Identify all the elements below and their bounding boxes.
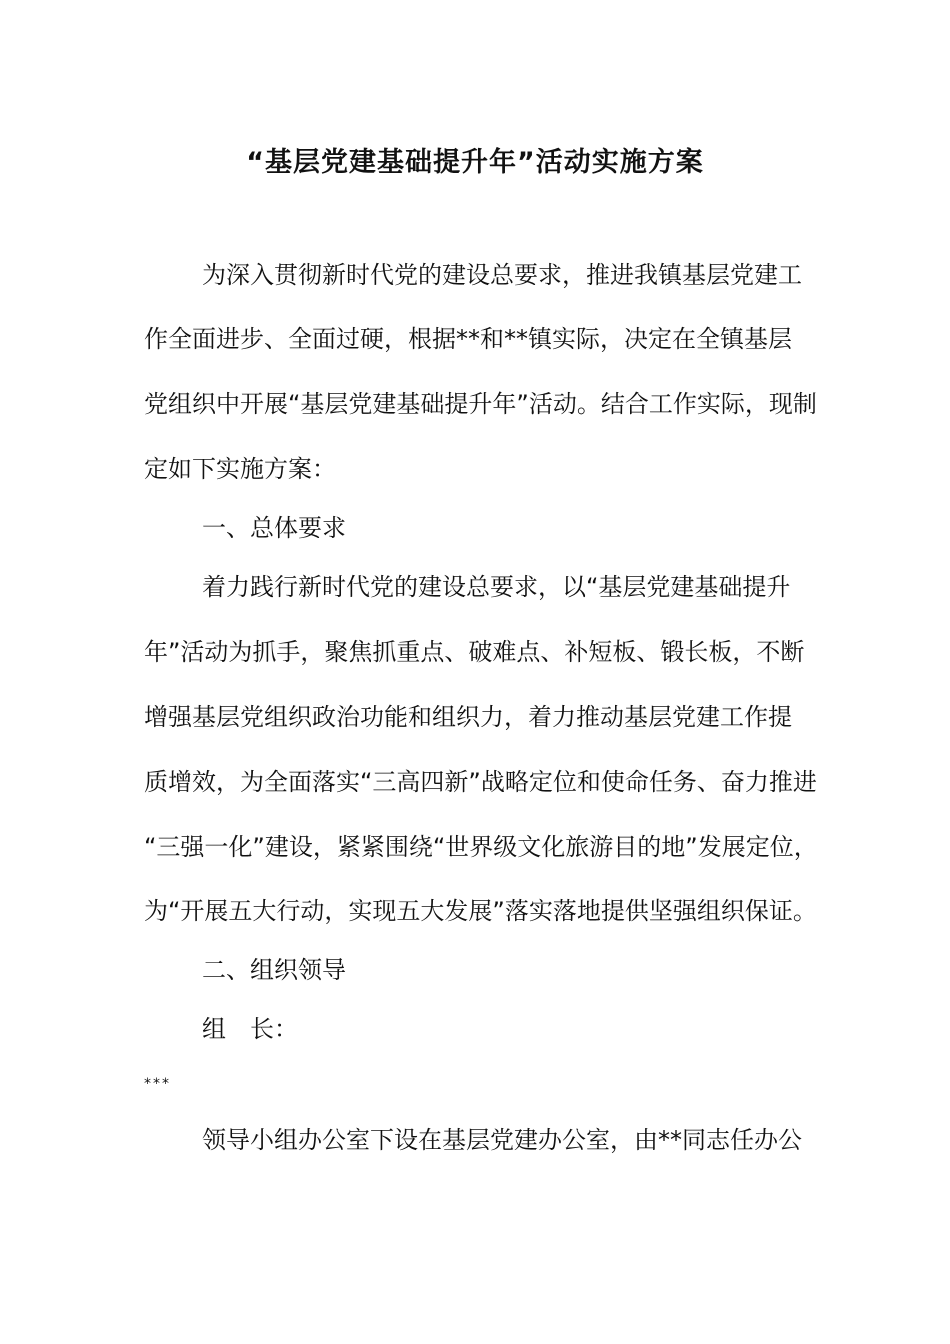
paragraph-line: 年”活动为抓手，聚焦抓重点、破难点、补短板、锻长板，不断 (144, 638, 805, 666)
paragraph-line: 作全面进步、全面过硬，根据**和**镇实际，决定在全镇基层 (144, 325, 792, 353)
paragraph-line: 着力践行新时代党的建设总要求，以“基层党建基础提升 (202, 573, 791, 601)
paragraph-line: 为“开展五大行动，实现五大发展”落实落地提供坚强组织保证。 (144, 897, 817, 925)
paragraph-line: 领导小组办公室下设在基层党建办公室，由**同志任办公 (202, 1126, 802, 1154)
paragraph-line: “三强一化”建设，紧紧围绕“世界级文化旅游目的地”发展定位， (144, 833, 818, 861)
paragraph-line: 增强基层党组织政治功能和组织力，着力推动基层党建工作提 (144, 703, 792, 731)
document-title: “基层党建基础提升年”活动实施方案 (246, 147, 704, 178)
paragraph-line: 质增效，为全面落实“三高四新”战略定位和使命任务、奋力推进 (144, 768, 817, 796)
leader-label: 组 长： (202, 1015, 298, 1043)
leader-name: *** (144, 1076, 171, 1092)
paragraph-line: 为深入贯彻新时代党的建设总要求，推进我镇基层党建工 (202, 261, 802, 289)
section-heading: 二、组织领导 (202, 956, 346, 984)
paragraph-line: 党组织中开展“基层党建基础提升年”活动。结合工作实际，现制 (144, 390, 817, 418)
paragraph-line: 定如下实施方案： (144, 455, 336, 483)
section-heading: 一、总体要求 (202, 514, 346, 542)
